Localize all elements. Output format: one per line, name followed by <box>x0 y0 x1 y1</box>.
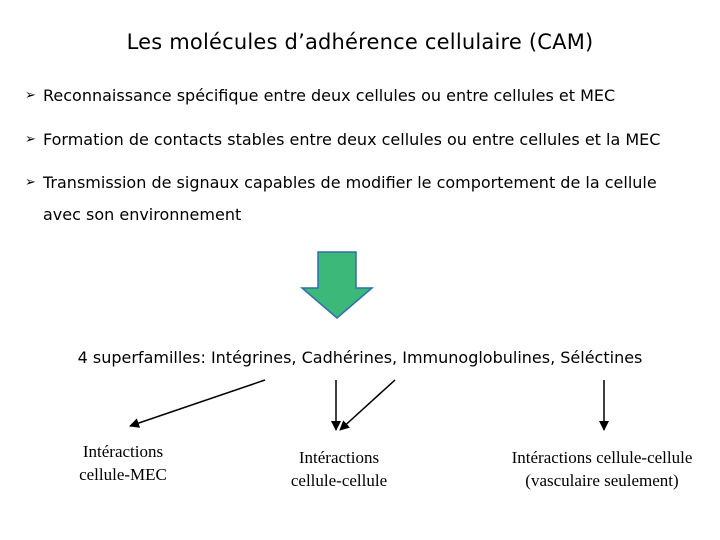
bullet-text: Formation de contacts stables entre deux cellules ou entre cellules et la MEC <box>43 130 661 149</box>
bullet-text: Reconnaissance spécifique entre deux cellules ou entre cellules et MEC <box>43 86 616 105</box>
interaction-line: Intéractions <box>298 448 380 467</box>
interaction-line: Intéractions <box>82 442 164 461</box>
arrowhead-bullet-icon: ➢ <box>25 88 36 103</box>
interaction-cellule-cellule <box>264 446 414 492</box>
interaction-line: cellule-MEC <box>79 465 167 484</box>
interaction-line: Intéractions cellule-cellule <box>511 448 693 467</box>
interaction-vasculaire <box>488 446 716 492</box>
big-down-arrow-icon <box>302 252 372 318</box>
bullet-text: Transmission de signaux capables de modifier le comportement de la cellule <box>43 173 657 192</box>
arrowhead-bullet-icon: ➢ <box>25 175 36 190</box>
interaction-line: cellule-cellule <box>290 471 388 490</box>
interaction-line: (vasculaire seulement) <box>525 471 679 490</box>
arrow-to-cellule-mec <box>130 380 265 426</box>
superfamilies-text: 4 superfamilles: Intégrines, Cadhérines, Immunoglobulines, Séléctines <box>77 348 643 367</box>
slide-title: Les molécules d’adhérence cellulaire (CAM) <box>126 30 594 54</box>
bullet-continuation: avec son environnement <box>43 205 242 224</box>
arrow-from-cadherines <box>340 380 395 430</box>
arrowhead-bullet-icon: ➢ <box>25 132 36 147</box>
interaction-cellule-mec <box>55 440 191 486</box>
